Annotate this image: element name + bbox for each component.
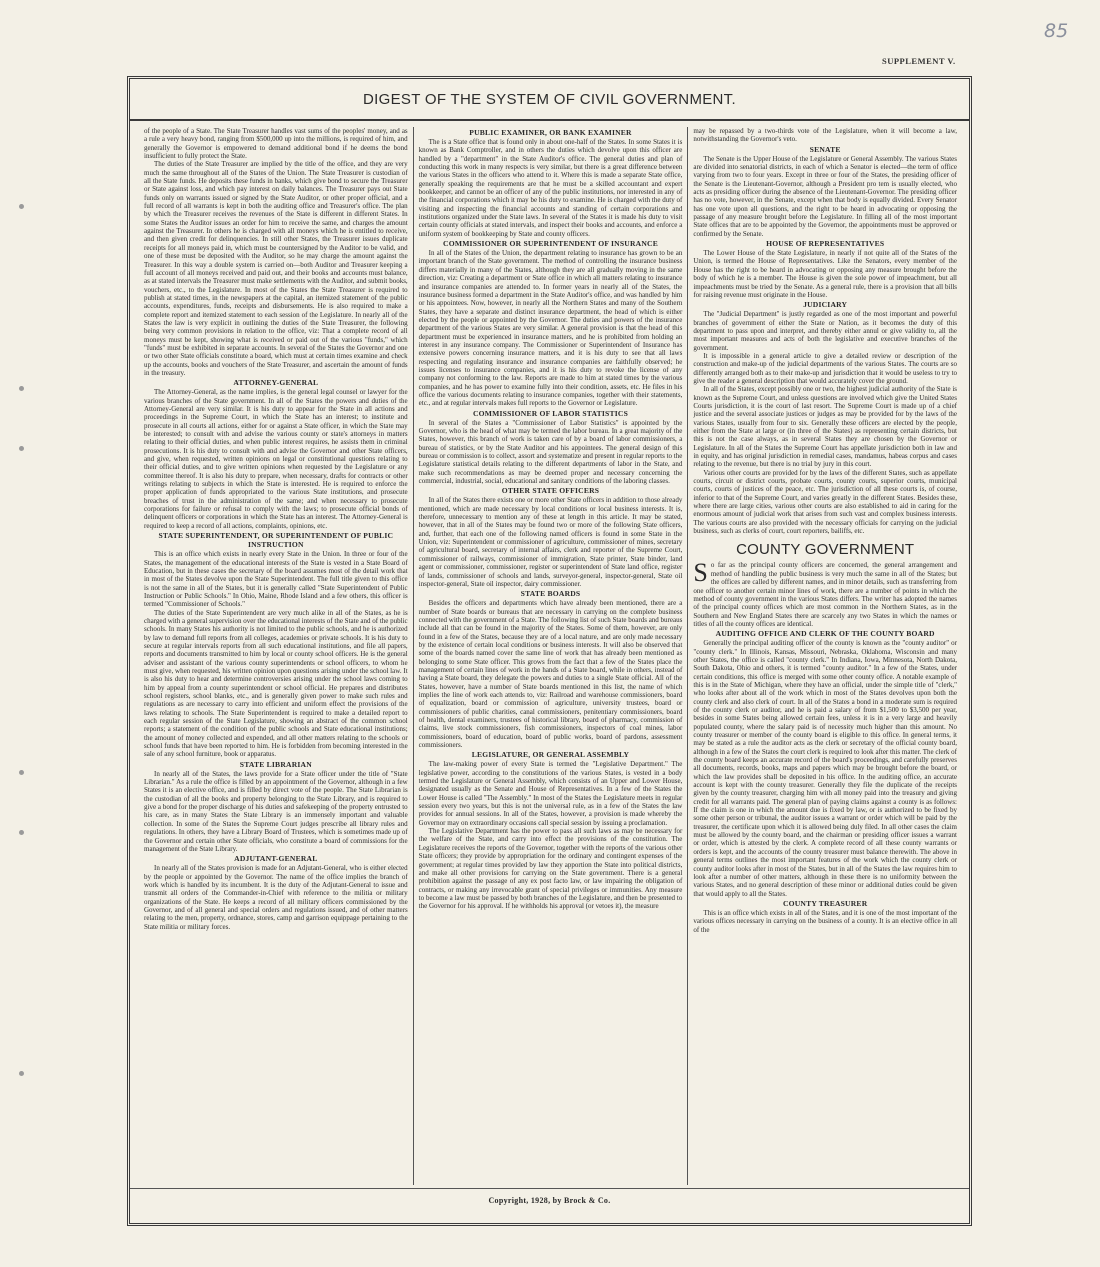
section-heading: JUDICIARY [803, 300, 848, 310]
punch-hole [19, 1071, 24, 1076]
paragraph: of the people of a State. The State Treasurer handles vast sums of the peoples' money, and as a rule a very heavy bond, ranging from $500,000 up into the millions, is required of him, and generally the Governor is empowered to demand additional bond if he deems the bond insufficient to fully protect the State. [144, 127, 408, 161]
punch-hole [19, 446, 24, 451]
paragraph: This is an office which exists in all of the States, and it is one of the most important of the various offices necessary in carrying on the business of a county. It is an elective office in all of the [693, 908, 958, 934]
section-heading: COUNTY TREASURER [782, 898, 868, 908]
paragraph: It is impossible in a general article to give a detailed review or description of the construction and make-up of the judicial departments of the various States. The courts are so differently arranged both as to their make-up and jurisdiction that it would be useless to try to give the reader a general description that would accurately cover the ground. [693, 351, 958, 385]
handwritten-page-number: 85 [1044, 20, 1069, 42]
page-frame [127, 76, 972, 1226]
paragraph: In all of the States, except possibly one or two, the highest judicial authority of the State is known as the Supreme Court, and unless questions are involved which give the United States Courts jurisdiction, it is the court of last resort. The Supreme Court is made up of a chief justice and the several associate justices or judges as may be provided for by the laws of the various States, usually from four to six. Generally these officers are elected by the people, either from the State at large or (in three of the States) as representing certain districts, but this is not the case always, as in several States they are chosen by the Governor or Legislature. In all of the States the Supreme Court has appellate jurisdiction both in law and in equity, and has original jurisdiction in remedial cases, mandamus, habeas corpus and cases relating to the revenue, but there is no trial by jury in this court. [693, 385, 958, 469]
county-government-heading: COUNTY GOVERNMENT [736, 541, 915, 559]
page-title: DIGEST OF THE SYSTEM OF CIVIL GOVERNMENT. [363, 90, 736, 108]
section-heading: COMMISSIONER OF LABOR STATISTICS [473, 408, 628, 418]
section-heading: ADJUTANT-GENERAL [234, 854, 318, 864]
paragraph: The Lower House of the State Legislature, in nearly if not quite all of the States of the Union, is termed the House of Representatives. Like the Senators, every member of the House has the right to be heard in advocating or opposing any measure brought before the body of which he is a member. The House is given the sole power of impeachment, but all impeachments must be tried by the Senate. As a general rule, there is a provision that all bills for raising revenue must originate in the House. [693, 249, 958, 299]
paragraph: In nearly all of the States provision is made for an Adjutant-General, who is either elected by the people or appointed by the Governor. The name of the office implies the branch of work which is handled by its incumbent. It is the duty of the Adjutant-General to issue and transmit all orders of the Commander-in-Chief with reference to the militia or military organizations of the State. He keeps a record of all military officers commissioned by the Governor, and of all general and special orders and regulations issued, and of other matters relating to the men, property, ordnance, stores, camp and garrison equippage pertaining to the State militia or military forces. [144, 864, 408, 931]
section-heading: PUBLIC EXAMINER, OR BANK EXAMINER [469, 128, 632, 137]
section-heading: HOUSE OF REPRESENTATIVES [766, 239, 885, 249]
article-columns [139, 127, 962, 1185]
section-heading: SENATE [809, 144, 841, 154]
drop-cap: S [693, 558, 708, 588]
paragraph: The Legislative Department has the power to pass all such laws as may be necessary for the welfare of the State, and carry into effect the provisions of the constitution. The Legislature receives the reports of the Governor, together with the reports of the various other State officers; they provide by appropriation for the ordinary and contingent expenses of the government; at regular times provided by law they apportion the State into political districts, and make all other provisions for carrying on the State government. There is a general prohibition against the passage of any ex post facto law, or law impairing the obligation of contracts, or making any irrevocable grant of special privileges or immunities. Any measure to become a law must be passed by both branches of the Legislature, and then be presented to the Governor for his approval. If he withholds his approval (or vetoes it), the measure [418, 827, 683, 911]
section-heading: COMMISSIONER OR SUPERINTENDENT OF INSURANCE [443, 239, 658, 249]
section-heading: AUDITING OFFICE AND CLERK OF THE COUNTY BOARD [715, 629, 935, 639]
paragraph: The Attorney-General, as the name implies, is the general legal counsel or lawyer for the various branches of the State government. In all of the States the powers and duties of the Attorney-General are very similar. It is his duty to appear for the State in all actions and proceedings in the Supreme Court, in which the State has an interest; to institute and prosecute in all courts all actions, either for or against a State officer, in which the State may be interested; to consult with and advise the various county or state's attorneys in matters relating to their official duties, and when public interest requires, he assists them in criminal prosecutions. It is his duty to consult with and advise the Governor and other State officers, and give, when requested, written opinions on legal or constitutional questions relating to their official duties, and to give written opinions when requested by the Legislature or any committee thereof. It is also his duty to prepare, when necessary, drafts for contracts or other writings relating to subjects in which the State is interested. He is required to enforce the proper application of funds appropriated to the various State institutions, and prosecute breaches of trust in the administration of the same; and when necessary to prosecute corporations for failure or refusal to comply with the laws; to prosecute official bonds of delinquent officers or corporations in which the State has an interest. The Attorney-General is required to keep a record of all actions, complaints, opinions, etc. [144, 388, 408, 530]
paragraph: In all of the States of the Union, the department relating to insurance has grown to be an important branch of the State government. The method of controlling the insurance business differs materially in many of the States, although they are all gradually moving in the same direction, viz: Creating a department or State office in which all matters relating to insurance and insurance companies are attended to. In former years in nearly all of the States, the insurance business formed a department in the State Auditor's office, and was handled by him or his appointees. Now, however, in nearly all the Northern States and many of the Southern States, they have a separate and distinct insurance department, the head of which is either elected by the people or appointed by the Governor. The duties and powers of the insurance department of the various States are very similar. A general provision is that the head of this department must be experienced in insurance matters, and he is prohibited from holding an interest in any insurance company. The Commissioner or Superintendent of Insurance has extensive powers concerning insurance matters, and it is his duty to see that all laws respecting and regulating insurance and insurance companies are faithfully observed; he issues licenses to insurance companies, and it is his duty to revoke the license of any company not conforming to the law. Reports are made to him at stated times by the various companies, and he has power to examine fully into their condition, assets, etc. He files in his office the various documents relating to insurance companies, together with their statements, etc., and at regular intervals makes full reports to the Governor or Legislature. [418, 249, 683, 408]
paragraph: Besides the officers and departments which have already been mentioned, there are a number of State boards or bureaus that are necessary in carrying on the complete business connected with the government of a State. The following list of such State boards and bureaus include all that can be found in the majority of the States. Some of them, however, are only found in a few of the States, because they are of a local nature, and are only made necessary by the existence of certain local conditions or business interests. It will also be observed that some of the boards named cover the same line of work that has already been mentioned as belonging to some State officer. This grows from the fact that a few of the States place the management of certain lines of work in the hands of a State board, while in others, instead of having a State board, they delegate the powers and duties to a single State official. All of the States, however, have a number of State boards mentioned in this list, the name of which implies the line of work each attends to, viz: Railroad and warehouse commissioners, board of equalization, board or commission of agriculture, university trustees, board or commissioners of public charities, canal commissioners, penitentiary commissioners, board of health, dental examiners, trustees of historical library, board of pharmacy, commission of claims, live stock commissioners, fish commissioners, inspectors of coal mines, labor commissioners, board of education, board of public works, board of pardons, assessment commissioners. [418, 599, 683, 750]
paragraph: The "Judicial Department" is justly regarded as one of the most important and powerful branches of government of either the State or Nation, as it becomes the duty of this department to pass upon and interpret, and thereby either annul or give validity to, all the most important measures and acts of both the legislative and executive branches of the government. [693, 310, 958, 352]
paragraph: The duties of the State Treasurer are implied by the title of the office, and they are very much the same throughout all of the States of the Union. The State Treasurer is custodian of all the State funds. He deposits these funds in banks, which give bond to secure the Treasurer or State against loss, and which pay interest on daily balances. The Treasurer pays out State funds only on warrants issued or signed by the State Auditor, or other proper official, and a full record of all warrants is kept in both the auditing office and Treasurer's office. The plan by which the Treasurer receives the revenues of the State is different in different States. In some States the Auditor issues an order for him to receive the same, and charges the amount against the Treasurer. In others he is charged with all moneys which he is entitled to receive, and then given credit for delinquencies. In still other States, the Treasurer issues duplicate receipts for all moneys paid in, which must be countersigned by the Auditor to be valid, and one of these must be deposited with the Auditor, so he may charge the amount against the Treasurer. In this way a double system is carried on—both Auditor and Treasurer keeping a full account of all moneys received and paid out, and their books and accounts must balance, as at stated intervals the Treasurer must make settlements with the Auditor, and submit books, vouchers, etc., to the Legislature. In most of the States the State Treasurer is required to publish at stated times, in the newspapers at the capital, an itemized statement of the public accounts, expenditures, funds, receipts and disbursements. He is also required to make a complete report and itemized statement to each session of the Legislature. In nearly all of the States the law is very explicit in outlining the duties of the State Treasurer, the following being very common provisions in relation to the office, viz: That a complete record of all moneys must be kept, showing what is received or paid out of the various "funds," which "funds" must be exhibited in separate accounts. In several of the States the Governor and one or two other State officials constitute a board, which must at certain times examine and check up the accounts, books and vouchers of the State Treasurer, and ascertain the amount of funds in the treasury. [144, 160, 408, 377]
punch-hole [19, 386, 24, 391]
paragraph: Various other courts are provided for by the laws of the different States, such as appellate courts, circuit or district courts, probate courts, county courts, superior courts, municipal courts, courts of justices of the peace, etc. The jurisdiction of all these courts is, of course, inferior to that of the Supreme Court, and varies greatly in the different States. Besides these, where there are large cities, various other courts are also established to aid in caring for the enormous amount of judicial work that arises from such vast and complex business interests. The various courts are also provided with the necessary officials for carrying on the judicial business, such as clerks of court, court reporters, bailiffs, etc. [693, 468, 958, 536]
paragraph: The Senate is the Upper House of the Legislature or General Assembly. The various States are divided into senatorial districts, in each of which a Senator is elected—the term of office varying from two to four years. Except in three or four of the States, the presiding officer of the Senate is the Lieutenant-Governor, although a President pro tem is usually elected, who acts as presiding officer during the absence of the Lieutenant-Governor. The presiding officer has no vote, however, in the Senate, except when that body is equally divided. Every Senator has one vote upon all questions, and the right to be heard in advocating or opposing the passage of any measure brought before the Legislature. In filling all of the most important State offices that are to be appointed by the Governor, the appointments must be approved or confirmed by the Senate. [693, 154, 958, 238]
punch-hole [19, 770, 24, 775]
column-middle [413, 127, 688, 1185]
copyright-notice: Copyright, 1928, by Brock & Co. [488, 1196, 611, 1205]
paragraph: In several of the States a "Commissioner of Labor Statistics" is appointed by the Governor, who is the head of what may be termed the labor bureau. In a great majority of the States, however, this branch of work is taken care of by a board of labor commissioners, a bureau of statistics, or by the State Auditor and his appointees. The general design of this bureau or commission is to collect, assort and systematize and present in regular reports to the Legislature statistical details relating to the different departments of labor in the State, and make such recommendations as may be deemed proper and necessary concerning the commercial, industrial, social, educational and sanitary conditions of the laboring classes. [418, 418, 683, 486]
supplement-label: SUPPLEMENT V. [882, 56, 956, 66]
column-left [139, 127, 413, 1185]
paragraph-text: o far as the principal county officers are concerned, the general arrangement and method of handling the public business is very much the same in all of the States; but the offices are called by different names, and in minor details, such as transferring from one officer to another certain minor lines of work, there are a number of points in which the method of county government in the various States differs. The writer has adopted the names of the principal county offices which are most common in the Northern States, as in the Southern and New England States there are scarcely any two States in which the names or titles of all the county offices are identical. [693, 561, 958, 628]
footer-rule [130, 1188, 969, 1189]
section-heading: STATE BOARDS [520, 589, 581, 599]
paragraph: may be repassed by a two-thirds vote of the Legislature, when it will become a law, notwithstanding the Governor's veto. [693, 127, 958, 144]
paragraph: The is a State office that is found only in about one-half of the States. In some States it is known as Bank Comptroller, and in others the duties which devolve upon this officer are handled by a "department" in the State Auditor's office. The general duties and plan of conducting this work in many respects is very similar, but there is a great difference between the various States in the officers who attend to it. Where this is made a separate State office, generally speaking the requirements are that he must be a skilled accountant and expert bookkeeper, and cannot be an officer of any of the public institutions, nor interested in any of the financial corporations which it may be his duty to examine. He is charged with the duty of visiting and inspecting the financial accounts and standing of certain corporations and institutions organized under the State laws. In several of the States it is made his duty to visit certain county officials at stated intervals, and inspect their books and accounts, and enforce a uniform system of bookkeeping by State and county officers. [418, 138, 683, 238]
paragraph: In all of the States there exists one or more other State officers in addition to those already mentioned, which are made necessary by local conditions or local business interests. It is, therefore, unnecessary to mention any of these at length in this article. It may be stated, however, that in all of the States may be found two or more of the following State officers, and, further, that each one of the following named officers is found in some State in the Union, viz: Superintendent or commissioner of agriculture, commissioner of mines, secretary of agricultural board, secretary of internal affairs, clerk and reporter of the Supreme Court, commissioner of railways, commissioner of immigration, State printer, State binder, land agent or commissioner, commissioner, register or superintendent of State land office, register of lands, commissioner of schools and lands, surveyor-general, inspector-general, State oil inspector-general, State oil inspector, dairy commissioner. [418, 496, 683, 588]
paragraph: The duties of the State Superintendent are very much alike in all of the States, as he is charged with a general supervision over the educational interests of the State and of the public schools. In many States his authority is not limited to the public schools, and he is authorized by law to demand full reports from all colleges, academies or private schools. It is his duty to secure at regular intervals reports from all such educational institutions, and file all papers, reports and documents transmitted to him by local or county school officers. He is the general adviser and assistant of the various county superintendents or school officers, to whom he must give, when requested, his written opinion upon questions arising under the school law. It is also his duty to hear and determine controversies arising under the school laws coming to him by appeal from a county superintendent or school official. He prepares and distributes school registers, school blanks, etc., and is generally given power to make such rules and regulations as are necessary to carry into efficient and uniform effect the provisions of the laws relating to schools. The State Superintendent is required to make a detailed report to each regular session of the State Legislature, showing an abstract of the common school reports; a statement of the condition of the public schools and State educational institutions; the amount of money collected and expended, and all other matters relating to the schools or school funds that have been reported to him. He is forbidden from becoming interested in the sale of any school furniture, book or apparatus. [144, 608, 408, 759]
column-right [687, 127, 962, 1185]
punch-hole [19, 830, 24, 835]
title-box [130, 79, 969, 121]
section-heading: OTHER STATE OFFICERS [501, 486, 600, 496]
paragraph [693, 558, 958, 628]
section-heading: STATE LIBRARIAN [239, 759, 312, 769]
paragraph: In nearly all of the States, the laws provide for a State officer under the title of "State Librarian." As a rule the office is filled by an appointment of the Governor, although in a few States it is an elective office, and is filled by direct vote of the people. The State Librarian is the custodian of all the books and property belonging to the State Library, and is required to give a bond for the proper discharge of his duties and safekeeping of the property entrusted to his care, as in many States the State Library is an immensely important and valuable collection. In some of the States the Supreme Court judges prescribe all library rules and regulations. In others, they have a Library Board of Trustees, which is sometimes made up of the Governor and certain other State officials, who constitute a board of commissions for the management of the State Library. [144, 769, 408, 853]
paragraph: The law-making power of every State is termed the "Legislative Department." The legislative power, according to the constitutions of the various States, is vested in a body termed the Legislature or General Assembly, which consists of an Upper and Lower House, designated usually as the Senate and House of Representatives. In a few of the States the Lower House is called "The Assembly." In most of the States the Legislature meets in regular session every two years, but this is not the universal rule, as in a few of the States the law provides for annual sessions. In all of the States, however, a provision is made whereby the Governor may on extraordinary occasions call special session by issuing a proclamation. [418, 760, 683, 827]
paragraph: This is an office which exists in nearly every State in the Union. In three or four of the States, the management of the educational interests of the State is vested in a State Board of Education, but in these cases the secretary of the board assumes most of the detail work that in most of the States devolve upon the State Superintendent. The full title given to this office is not the same in all of the States, but it is generally called "State Superintendent of Public Instruction or Public Schools." In Ohio, Maine, Rhode Island and a few others, this officer is termed "Commissioner of Schools." [144, 550, 408, 609]
punch-hole [19, 204, 24, 209]
paragraph: Generally the principal auditing officer of the county is known as the "county auditor" or "county clerk." In Illinois, Kansas, Missouri, Nebraska, Oklahoma, Wisconsin and many other States, the office is called "county clerk." In Indiana, Iowa, Minnesota, North Dakota, South Dakota, Ohio and others, it is termed "county auditor." In a few of the States, under certain conditions, this office is merged with some other county office. A notable example of this is in the State of Michigan, where they have an official, under the simple title of "clerk," who looks after about all of the work which in most of the States devolves upon both the county clerk and also clerk of court. In all of the States a bond in a moderate sum is required of the county clerk or auditor, and he is paid a salary of from $1,500 to $3,500 per year, besides in some States being allowed certain fees, unless it is in a very large and heavily populated county, where the salary paid is of necessity much higher than this amount. No county treasurer or member of the county board is eligible to this office. In general terms, it may be stated as a rule the auditor acts as the clerk or secretary of the official county board, although in a few of the States the court clerk is required to look after this matter. The clerk of the county board keeps an accurate record of the board's proceedings, and carefully preserves all documents, records, books, maps and papers which may be brought before the board, or which the law provides shall be deposited in his office. In the auditing office, an accurate account is kept with the county treasurer. Generally they file the duplicate of the receipts given by the county treasurer, charging him with all money paid into the treasury and giving credit for all warrants paid. The general plan of paying claims against a county is as follows: If the claim is one in which the amount due is fixed by law, or is authorized to be fixed by some other person or tribunal, the auditor issues a warrant or order which will be paid by the treasurer, the certificate upon which it is allowed being duly filed. In all other cases the claim must be allowed by the county board, and the chairman or presiding officer issues a warrant or order, which is attested by the clerk. A complete record of all these county warrants or orders is kept, and the accounts of the county treasurer must balance therewith. The above in general terms outlines the most important features of the work which the county clerk or county auditor looks after in most of the States, but in all of the States the law requires him to look after a number of other matters, although in these there is no uniformity between the various States, and no general description of these minor or additional duties could be given that would apply to all the States. [693, 639, 958, 898]
section-heading: LEGISLATURE, OR GENERAL ASSEMBLY [471, 750, 630, 760]
section-heading: ATTORNEY-GENERAL [233, 378, 319, 388]
section-heading: STATE SUPERINTENDENT, OR SUPERINTENDENT OF PUBLIC INSTRUCTION [158, 531, 394, 550]
